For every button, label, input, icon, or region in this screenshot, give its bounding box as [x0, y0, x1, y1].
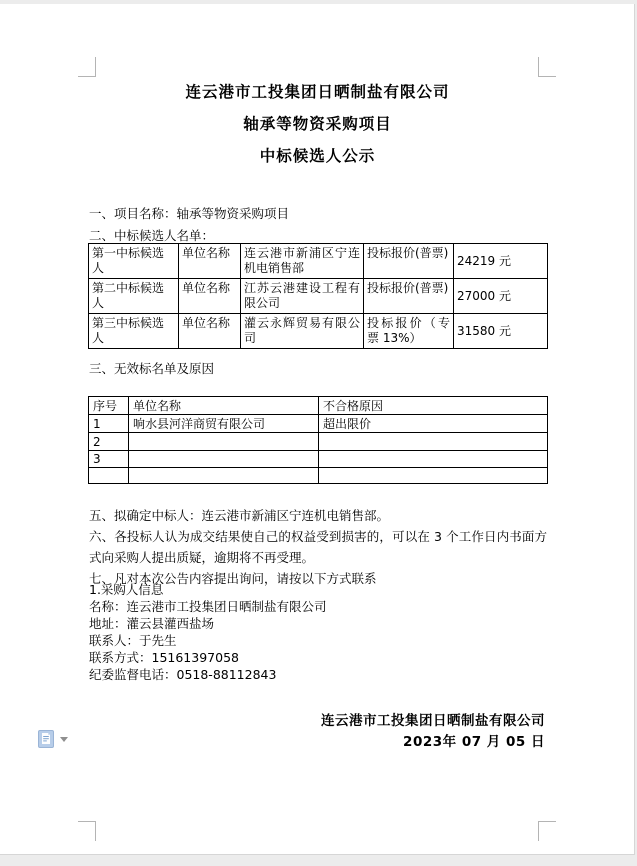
candidate-company: 连云港市新浦区宁连机电销售部: [241, 244, 364, 279]
supervision-phone: 纪委监督电话：0518-88112843: [89, 667, 277, 682]
seq-cell: 1: [89, 415, 129, 433]
title-announcement: 中标候选人公示: [259, 147, 376, 165]
price-value: 27000 元: [454, 279, 548, 314]
table-row: [89, 433, 548, 451]
reason-cell: [319, 468, 548, 484]
table-row: [89, 314, 548, 349]
table-row: [89, 415, 548, 433]
purchaser-name: 名称：连云港市工投集团日晒制盐有限公司: [89, 599, 327, 614]
section-invalid-bids-heading: 三、无效标名单及原因: [89, 361, 215, 376]
section-proposed-winner: 五、拟确定中标人：连云港市新浦区宁连机电销售部。: [89, 508, 390, 523]
unit-label: 单位名称: [179, 279, 241, 314]
price-label: 投标报价(普票): [364, 244, 454, 279]
purchaser-info-block: [89, 581, 547, 683]
paste-options-button[interactable]: [38, 730, 72, 750]
purchaser-info-heading: 1.采购人信息: [89, 582, 164, 597]
price-value: 31580 元: [454, 314, 548, 349]
reason-cell: 超出限价: [319, 415, 548, 433]
margin-crop-mark-top-right: [538, 57, 556, 77]
col-header-unit: 单位名称: [129, 397, 319, 415]
section-5-6-7: [89, 505, 547, 589]
candidate-rank: 第一中标候选人: [89, 244, 179, 279]
col-header-seq: 序号: [89, 397, 129, 415]
title-project: 轴承等物资采购项目: [243, 115, 392, 133]
margin-crop-mark-top-left: [78, 57, 96, 77]
clipboard-paste-icon: [38, 730, 54, 748]
seq-cell: [89, 468, 129, 484]
seq-cell: 2: [89, 433, 129, 451]
purchaser-contact-person: 联系人：于先生: [89, 633, 177, 648]
title-company: 连云港市工投集团日晒制盐有限公司: [185, 83, 450, 101]
purchaser-phone: 联系方式：15161397058: [89, 650, 239, 665]
table-row: [89, 244, 548, 279]
unit-cell: [129, 433, 319, 451]
signature-block: [321, 711, 545, 753]
table-row: [89, 451, 548, 468]
unit-cell: [129, 451, 319, 468]
signature-date: 2023年 07 月 05 日: [403, 734, 545, 750]
chevron-down-icon: [60, 737, 68, 742]
section-project-name: 一、项目名称：轴承等物资采购项目: [89, 206, 290, 221]
reason-cell: [319, 451, 548, 468]
reason-cell: [319, 433, 548, 451]
section-1-2: [89, 203, 547, 247]
purchaser-address: 地址：灌云县灌西盐场: [89, 616, 215, 631]
signature-company: 连云港市工投集团日晒制盐有限公司: [321, 713, 545, 729]
price-value: 24219 元: [454, 244, 548, 279]
price-label: 投标报价(普票): [364, 279, 454, 314]
unit-label: 单位名称: [179, 314, 241, 349]
candidate-company: 江苏云港建设工程有限公司: [241, 279, 364, 314]
table-row: [89, 279, 548, 314]
margin-crop-mark-bottom-left: [78, 821, 96, 841]
price-label: 投标报价（专票 13%）: [364, 314, 454, 349]
table-row: [89, 468, 548, 484]
section-contact-heading: 七、凡对本次公告内容提出询问，请按以下方式联系: [89, 571, 377, 586]
candidate-rank: 第三中标候选人: [89, 314, 179, 349]
seq-cell: 3: [89, 451, 129, 468]
table-header-row: [89, 397, 548, 415]
col-header-reason: 不合格原因: [319, 397, 548, 415]
unit-cell: 响水县河洋商贸有限公司: [129, 415, 319, 433]
section-objection-notice: 六、各投标人认为成交结果使自己的权益受到损害的，可以在 3 个工作日内书面方式向采购人提出质疑，逾期将不再受理。: [89, 529, 547, 565]
candidate-company: 灌云永辉贸易有限公司: [241, 314, 364, 349]
candidate-rank: 第二中标候选人: [89, 279, 179, 314]
unit-label: 单位名称: [179, 244, 241, 279]
unit-cell: [129, 468, 319, 484]
word-page: [0, 4, 635, 855]
invalid-bids-table: [88, 396, 548, 484]
section-candidate-list-heading: 二、中标候选人名单：: [89, 228, 215, 243]
margin-crop-mark-bottom-right: [538, 821, 556, 841]
document-title-block: [0, 76, 635, 172]
candidates-table: [88, 243, 548, 349]
